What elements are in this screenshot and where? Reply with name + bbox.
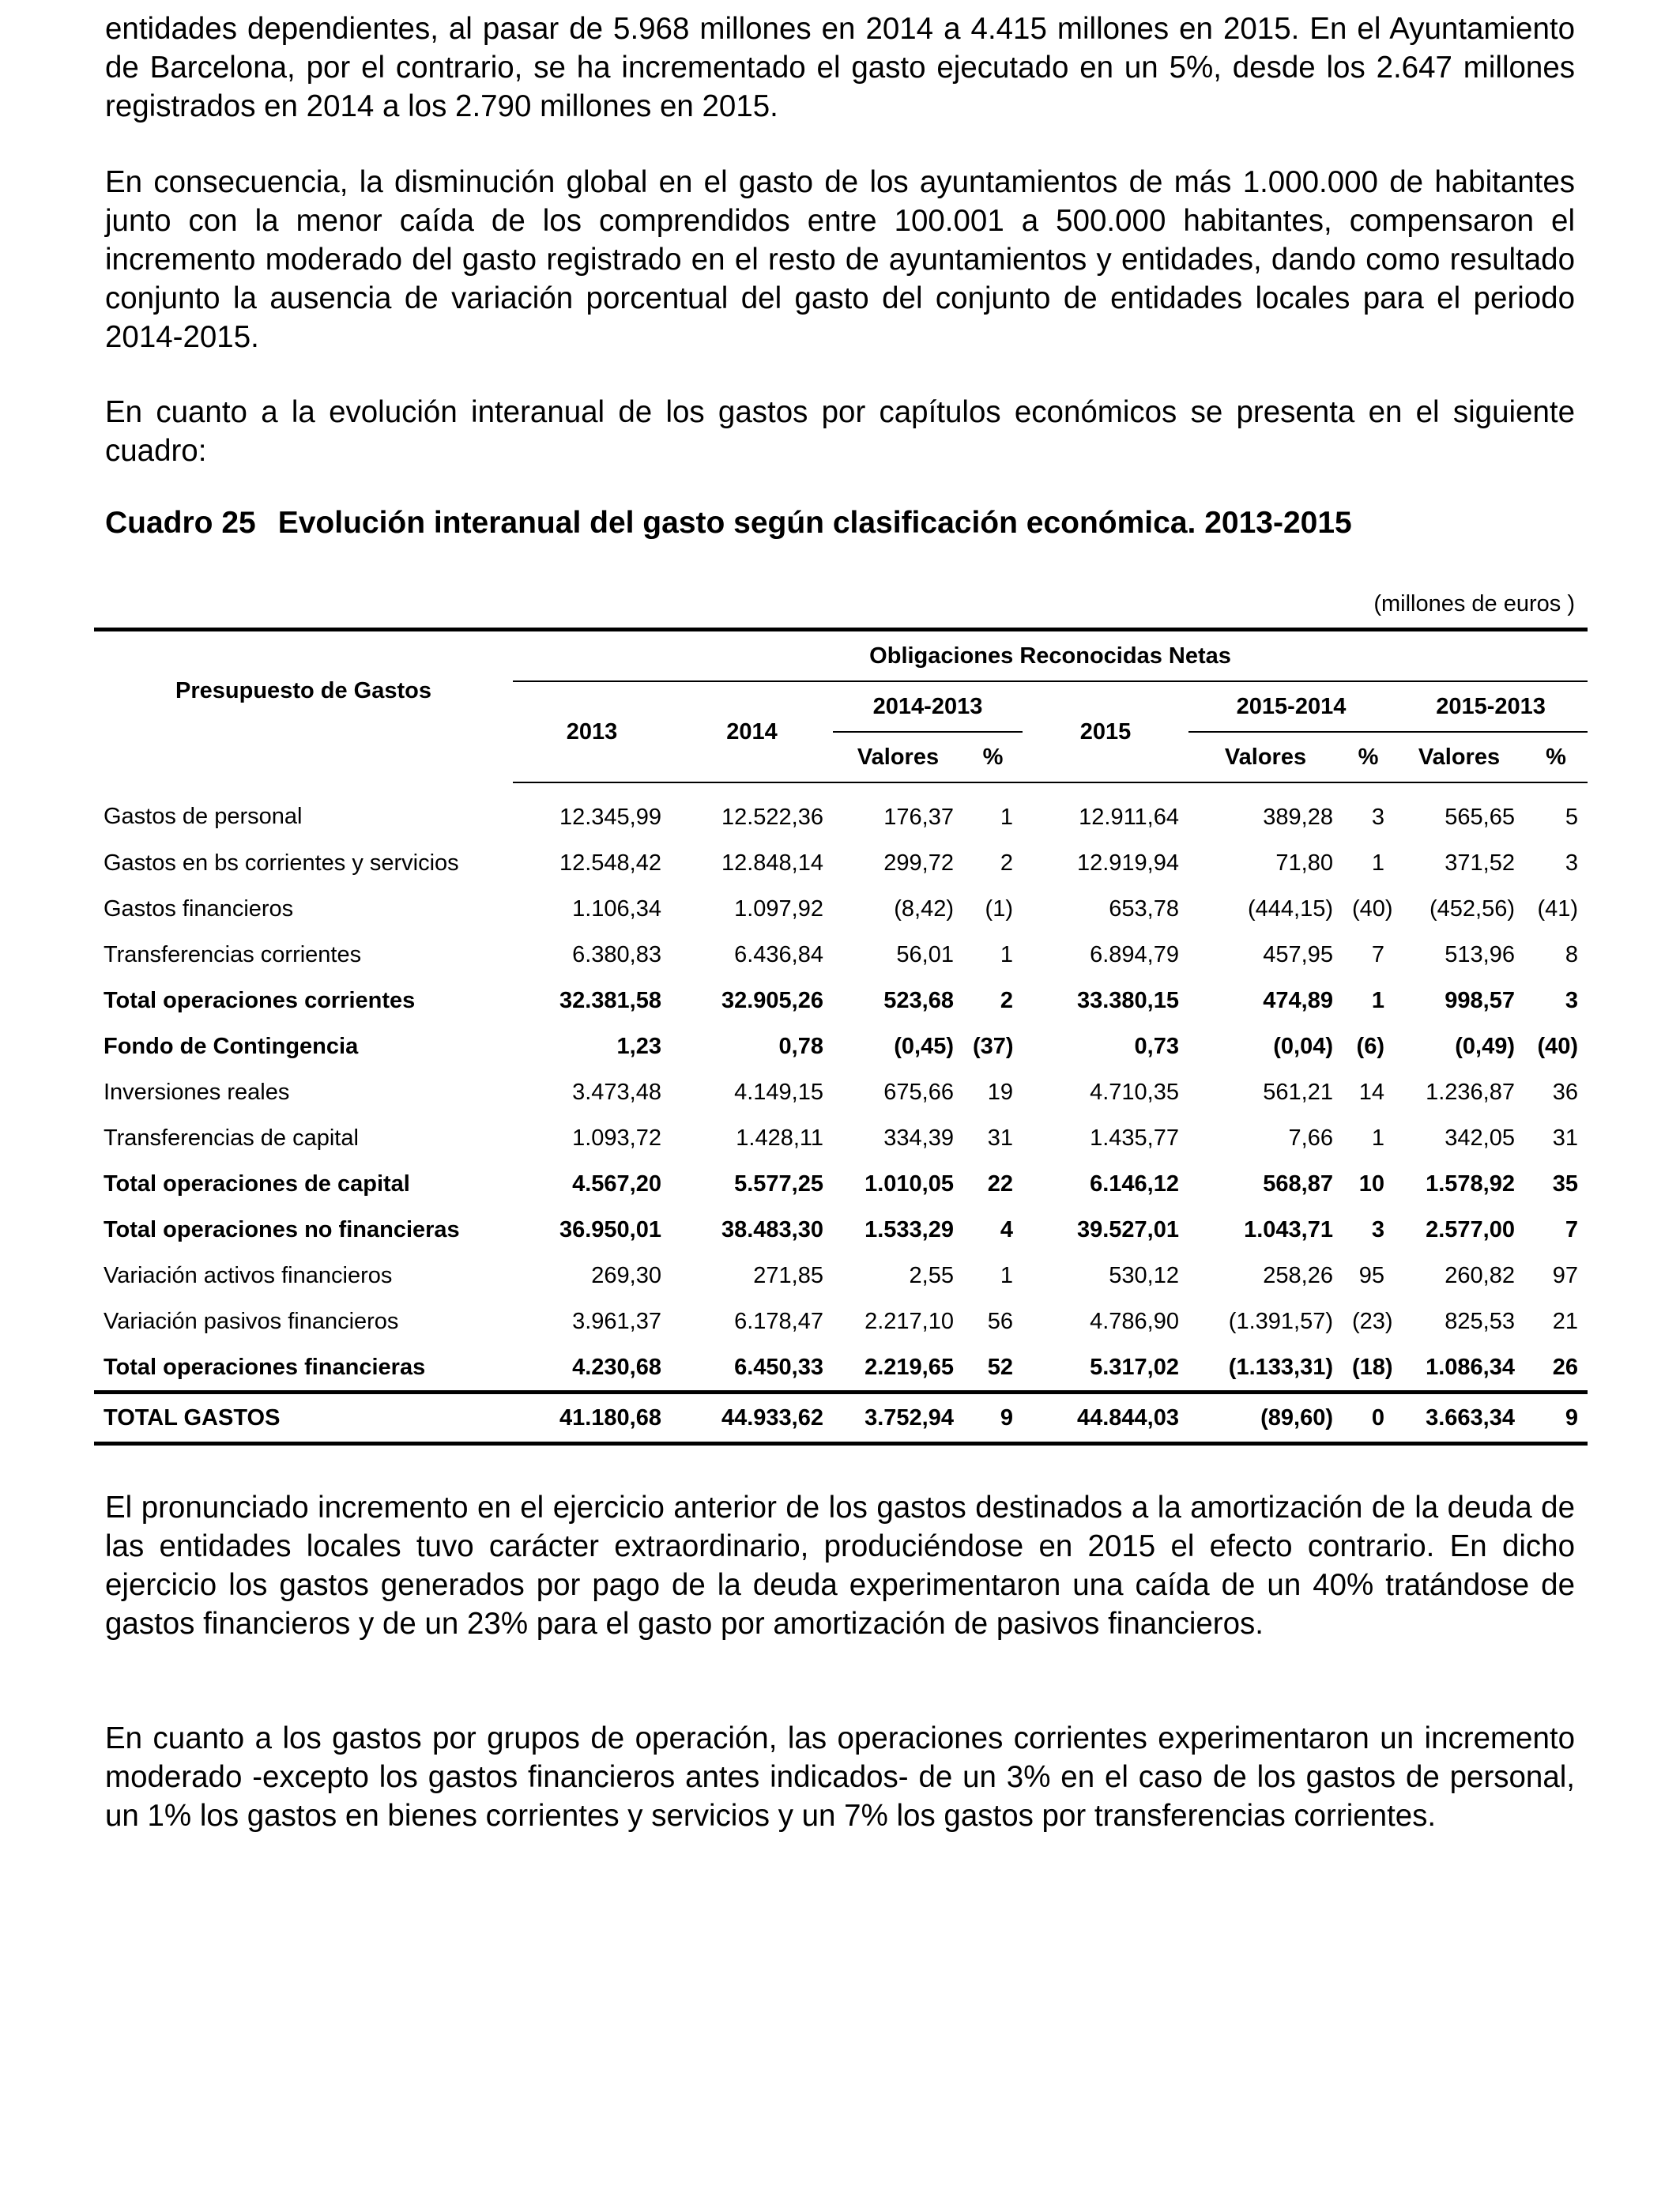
expense-table bbox=[94, 628, 1588, 1446]
table-row bbox=[94, 1344, 1588, 1393]
cell-2014-2013-valores: 176,37 bbox=[883, 804, 954, 830]
header-2015-2014: 2015-2014 bbox=[1188, 681, 1394, 732]
cell-2014-2013-valores: 1.533,29 bbox=[864, 1216, 954, 1242]
cell-2014-2013-pct: 1 bbox=[1000, 804, 1013, 830]
cell-2014: 0,78 bbox=[778, 1033, 823, 1059]
cell-2015-2013-pct: (40) bbox=[1537, 1033, 1579, 1059]
cell-2015-2013-valores: 513,96 bbox=[1445, 941, 1515, 967]
cell-2014: 6.450,33 bbox=[734, 1354, 823, 1380]
paragraph-intro: entidades dependientes, al pasar de 5.968 millones en 2014 a 4.415 millones en 2015. En el Ayuntamiento de Barcelona, por el contrario, se ha incrementado el gasto ejecutado en un 5%, desde los 2.647 millones registrados en 2014 a los 2.790 millones en 2015. bbox=[105, 12, 1575, 123]
table-row bbox=[94, 932, 1588, 978]
cell-2013: 1.106,34 bbox=[572, 895, 661, 922]
cell-2015-2014-pct: 14 bbox=[1358, 1079, 1384, 1105]
cell-2015: 39.527,01 bbox=[1076, 1216, 1179, 1242]
cell-2015-2014-pct: 95 bbox=[1358, 1262, 1384, 1288]
cell-2015: 33.380,15 bbox=[1076, 987, 1179, 1013]
cell-2014-2013-pct: 9 bbox=[963, 1393, 1023, 1444]
header-group-ob: Obligaciones Reconocidas Netas bbox=[513, 630, 1588, 682]
row-label: Transferencias de capital bbox=[104, 1125, 359, 1151]
cell-2015-2014-pct: 1 bbox=[1371, 1125, 1384, 1151]
cell-2014: 271,85 bbox=[753, 1262, 823, 1288]
cell-2015-2013-pct: 26 bbox=[1552, 1354, 1579, 1380]
header-2015-2013: 2015-2013 bbox=[1394, 681, 1588, 732]
cell-2013: 269,30 bbox=[591, 1262, 661, 1288]
cell-2015-2013-pct: (41) bbox=[1537, 895, 1579, 922]
cell-2014: 4.149,15 bbox=[734, 1079, 823, 1105]
cell-2015-2013-pct: 21 bbox=[1552, 1308, 1579, 1334]
row-label: Total operaciones financieras bbox=[104, 1354, 426, 1380]
table-row bbox=[94, 1253, 1588, 1299]
cell-2015: 44.844,03 bbox=[1023, 1393, 1188, 1444]
cell-2015-2013-pct: 7 bbox=[1565, 1216, 1579, 1242]
row-label: Inversiones reales bbox=[104, 1079, 290, 1105]
total-row bbox=[94, 1393, 1588, 1444]
cell-2015: 6.146,12 bbox=[1090, 1171, 1179, 1197]
cell-2015-2014-valores: 474,89 bbox=[1263, 987, 1333, 1013]
cell-2015-2014-pct: (23) bbox=[1352, 1308, 1393, 1334]
cell-2013: 32.381,58 bbox=[559, 987, 661, 1013]
cell-2015-2014-valores: (0,04) bbox=[1273, 1033, 1333, 1059]
header-2014: 2014 bbox=[671, 681, 833, 782]
cell-2015-2014-valores: 71,80 bbox=[1275, 850, 1333, 876]
header-valores: Valores bbox=[1188, 732, 1343, 782]
row-label: Gastos de personal bbox=[104, 804, 303, 829]
cell-2015-2014-valores: 457,95 bbox=[1263, 941, 1333, 967]
cell-2013: 4.567,20 bbox=[572, 1171, 661, 1197]
table-row bbox=[94, 1207, 1588, 1253]
paragraph-table-intro: En cuanto a la evolución interanual de los gastos por capítulos económicos se presenta en el siguiente cuadro: bbox=[105, 395, 1575, 468]
cell-2014: 38.483,30 bbox=[721, 1216, 823, 1242]
cell-2015-2013-pct: 3 bbox=[1565, 987, 1579, 1013]
cell-2015-2013-valores: 998,57 bbox=[1445, 987, 1515, 1013]
cell-2015-2013-valores: 3.663,34 bbox=[1394, 1393, 1524, 1444]
cell-2014: 5.577,25 bbox=[734, 1171, 823, 1197]
cell-2015-2013-pct: 31 bbox=[1552, 1125, 1579, 1151]
cell-2013: 12.548,42 bbox=[559, 850, 661, 876]
header-2013: 2013 bbox=[513, 681, 671, 782]
header-2015: 2015 bbox=[1023, 681, 1188, 782]
table-units: (millones de euros ) bbox=[1373, 591, 1575, 616]
cell-2014-2013-valores: 334,39 bbox=[883, 1125, 954, 1151]
cell-2014: 12.522,36 bbox=[721, 804, 823, 830]
cell-2015-2014-valores: 258,26 bbox=[1263, 1262, 1333, 1288]
cell-2014-2013-pct: 2 bbox=[1000, 850, 1013, 876]
cell-2015: 530,12 bbox=[1109, 1262, 1179, 1288]
paragraph-consequence: En consecuencia, la disminución global en el gasto de los ayuntamientos de más 1.000.000 de habitantes junto con la menor caída de los comprendidos entre 100.001 a 500.000 habitantes, compensaron el incremento moderado del gasto registrado en el resto de ayuntamientos y entidades, dando como resultado conjunto la ausencia de variación porcentual del gasto del conjunto de entidades locales para el periodo 2014-2015. bbox=[105, 165, 1575, 354]
cell-2014-2013-pct: 1 bbox=[1000, 1262, 1013, 1288]
cell-2015-2013-valores: 1.086,34 bbox=[1426, 1354, 1515, 1380]
cell-2015-2013-pct: 3 bbox=[1565, 850, 1579, 876]
cell-2015-2013-valores: 565,65 bbox=[1445, 804, 1515, 830]
row-label: Total operaciones no financieras bbox=[104, 1216, 460, 1242]
cell-2014-2013-pct: 4 bbox=[1000, 1216, 1013, 1242]
cell-2015-2013-pct: 8 bbox=[1565, 941, 1579, 967]
row-label: Gastos en bs corrientes y servicios bbox=[104, 850, 459, 876]
table-number: Cuadro 25 bbox=[105, 506, 256, 540]
header-2014-2013: 2014-2013 bbox=[833, 681, 1023, 732]
cell-2014-2013-valores: 3.752,94 bbox=[833, 1393, 963, 1444]
cell-2014-2013-valores: 2,55 bbox=[909, 1262, 954, 1288]
cell-2014-2013-valores: 1.010,05 bbox=[864, 1171, 954, 1197]
cell-2015-2013-valores: 371,52 bbox=[1445, 850, 1515, 876]
header-row-label: Presupuesto de Gastos bbox=[94, 630, 513, 783]
cell-2013: 6.380,83 bbox=[572, 941, 661, 967]
cell-2014: 1.097,92 bbox=[734, 895, 823, 922]
cell-2015-2013-valores: 2.577,00 bbox=[1426, 1216, 1515, 1242]
cell-2015-2014-valores: 7,66 bbox=[1288, 1125, 1333, 1151]
cell-2014: 32.905,26 bbox=[721, 987, 823, 1013]
cell-2015-2014-valores: 1.043,71 bbox=[1244, 1216, 1333, 1242]
cell-2014-2013-pct: (1) bbox=[985, 895, 1013, 922]
header-pct: % bbox=[963, 732, 1023, 782]
cell-2015: 1.435,77 bbox=[1090, 1125, 1179, 1151]
row-label: Total operaciones corrientes bbox=[104, 987, 416, 1013]
table-row bbox=[94, 782, 1588, 840]
cell-2015-2014-pct: 1 bbox=[1371, 987, 1384, 1013]
cell-2015: 4.786,90 bbox=[1090, 1308, 1179, 1334]
cell-2015-2013-pct: 35 bbox=[1552, 1171, 1579, 1197]
cell-2015-2013-pct: 97 bbox=[1552, 1262, 1579, 1288]
cell-2013: 3.961,37 bbox=[572, 1308, 661, 1334]
cell-2014-2013-valores: 2.217,10 bbox=[864, 1308, 954, 1334]
cell-2013: 41.180,68 bbox=[513, 1393, 671, 1444]
cell-2014-2013-pct: 56 bbox=[987, 1308, 1013, 1334]
cell-2014-2013-valores: 2.219,65 bbox=[864, 1354, 954, 1380]
cell-2015-2013-valores: (452,56) bbox=[1429, 895, 1515, 922]
table-body bbox=[94, 782, 1588, 1393]
cell-2013: 1.093,72 bbox=[572, 1125, 661, 1151]
cell-2015: 653,78 bbox=[1109, 895, 1179, 922]
cell-2015: 5.317,02 bbox=[1090, 1354, 1179, 1380]
table-row bbox=[94, 840, 1588, 886]
cell-2015-2013-pct: 9 bbox=[1524, 1393, 1588, 1444]
paragraph-operations: En cuanto a los gastos por grupos de operación, las operaciones corrientes experimentaron un incremento moderado -excepto los gastos financieros antes indicados- de un 3% en el caso de los gastos de personal, un 1% los gastos en bienes corrientes y servicios y un 7% los gastos por transferencias corrientes. bbox=[105, 1721, 1575, 1833]
cell-2015-2014-valores: 389,28 bbox=[1263, 804, 1333, 830]
cell-2015-2013-valores: (0,49) bbox=[1455, 1033, 1515, 1059]
cell-2015: 12.911,64 bbox=[1079, 804, 1179, 830]
cell-2015: 0,73 bbox=[1134, 1033, 1179, 1059]
cell-2015-2014-valores: 568,87 bbox=[1263, 1171, 1333, 1197]
row-label: Total operaciones de capital bbox=[104, 1171, 410, 1197]
header-valores: Valores bbox=[1394, 732, 1524, 782]
cell-2015: 4.710,35 bbox=[1090, 1079, 1179, 1105]
row-label: Variación pasivos financieros bbox=[104, 1308, 399, 1334]
cell-2014-2013-pct: 52 bbox=[987, 1354, 1013, 1380]
cell-2014-2013-pct: 19 bbox=[987, 1079, 1013, 1105]
cell-2015-2014-valores: (444,15) bbox=[1247, 895, 1333, 922]
cell-2015-2014-valores: (1.133,31) bbox=[1228, 1354, 1333, 1380]
cell-2013: 36.950,01 bbox=[559, 1216, 661, 1242]
cell-2015-2013-pct: 5 bbox=[1565, 804, 1579, 830]
cell-2014-2013-valores: (8,42) bbox=[894, 895, 954, 922]
cell-2013: 4.230,68 bbox=[572, 1354, 661, 1380]
cell-2015-2013-valores: 342,05 bbox=[1445, 1125, 1515, 1151]
cell-2014: 1.428,11 bbox=[736, 1125, 823, 1151]
cell-2014-2013-pct: 31 bbox=[987, 1125, 1013, 1151]
cell-2015-2014-pct: 3 bbox=[1371, 804, 1384, 830]
cell-2015-2014-pct: (40) bbox=[1352, 895, 1393, 922]
table-row bbox=[94, 1299, 1588, 1344]
cell-2015-2014-pct: 0 bbox=[1343, 1393, 1394, 1444]
cell-2015-2013-valores: 825,53 bbox=[1445, 1308, 1515, 1334]
table-row bbox=[94, 1115, 1588, 1161]
cell-2014-2013-pct: 2 bbox=[1000, 987, 1013, 1013]
cell-2013: 1,23 bbox=[616, 1033, 661, 1059]
cell-2015-2014-valores: (89,60) bbox=[1188, 1393, 1343, 1444]
table-row bbox=[94, 1161, 1588, 1207]
cell-2015: 12.919,94 bbox=[1076, 850, 1179, 876]
row-label: TOTAL GASTOS bbox=[94, 1393, 513, 1444]
cell-2014: 6.436,84 bbox=[734, 941, 823, 967]
row-label: Variación activos financieros bbox=[104, 1262, 393, 1288]
header-pct: % bbox=[1343, 732, 1394, 782]
cell-2015-2013-valores: 1.578,92 bbox=[1426, 1171, 1515, 1197]
cell-2015: 6.894,79 bbox=[1090, 941, 1179, 967]
cell-2014-2013-valores: (0,45) bbox=[894, 1033, 954, 1059]
cell-2014-2013-pct: 1 bbox=[1000, 941, 1013, 967]
cell-2014: 6.178,47 bbox=[734, 1308, 823, 1334]
cell-2014: 44.933,62 bbox=[671, 1393, 833, 1444]
cell-2015-2014-valores: (1.391,57) bbox=[1228, 1308, 1333, 1334]
table-row bbox=[94, 1023, 1588, 1069]
cell-2013: 12.345,99 bbox=[559, 804, 661, 830]
cell-2015-2014-valores: 561,21 bbox=[1263, 1079, 1333, 1105]
cell-2014-2013-valores: 299,72 bbox=[883, 850, 954, 876]
cell-2015-2014-pct: 10 bbox=[1358, 1171, 1384, 1197]
cell-2013: 3.473,48 bbox=[572, 1079, 661, 1105]
cell-2015-2013-pct: 36 bbox=[1552, 1079, 1579, 1105]
table-row bbox=[94, 886, 1588, 932]
cell-2015-2014-pct: 3 bbox=[1371, 1216, 1384, 1242]
paragraph-debt: El pronunciado incremento en el ejercicio anterior de los gastos destinados a la amortización de la deuda de las entidades locales tuvo carácter extraordinario, produciéndose en 2015 el efecto contrario. En dicho ejercicio los gastos generados por pago de la deuda experimentaron una caída de un 40% tratándose de gastos financieros y de un 23% para el gasto por amortización de pasivos financieros. bbox=[105, 1491, 1575, 1641]
row-label: Gastos financieros bbox=[104, 895, 294, 922]
cell-2014: 12.848,14 bbox=[721, 850, 823, 876]
table-row bbox=[94, 1069, 1588, 1115]
cell-2015-2014-pct: 7 bbox=[1371, 941, 1384, 967]
cell-2015-2014-pct: (18) bbox=[1352, 1354, 1393, 1380]
table-caption bbox=[105, 506, 1352, 541]
cell-2015-2013-valores: 1.236,87 bbox=[1426, 1079, 1515, 1105]
header-valores: Valores bbox=[833, 732, 963, 782]
cell-2014-2013-pct: 22 bbox=[987, 1171, 1013, 1197]
cell-2015-2014-pct: (6) bbox=[1356, 1033, 1384, 1059]
cell-2014-2013-valores: 675,66 bbox=[883, 1079, 954, 1105]
header-pct: % bbox=[1524, 732, 1588, 782]
cell-2014-2013-valores: 56,01 bbox=[896, 941, 954, 967]
cell-2014-2013-valores: 523,68 bbox=[883, 987, 954, 1013]
row-label: Transferencias corrientes bbox=[104, 941, 362, 967]
table-title: Evolución interanual del gasto según clasificación económica. 2013-2015 bbox=[277, 506, 1352, 540]
cell-2014-2013-pct: (37) bbox=[973, 1033, 1014, 1059]
cell-2015-2013-valores: 260,82 bbox=[1445, 1262, 1515, 1288]
row-label: Fondo de Contingencia bbox=[104, 1033, 359, 1059]
table-row bbox=[94, 978, 1588, 1023]
cell-2015-2014-pct: 1 bbox=[1371, 850, 1384, 876]
